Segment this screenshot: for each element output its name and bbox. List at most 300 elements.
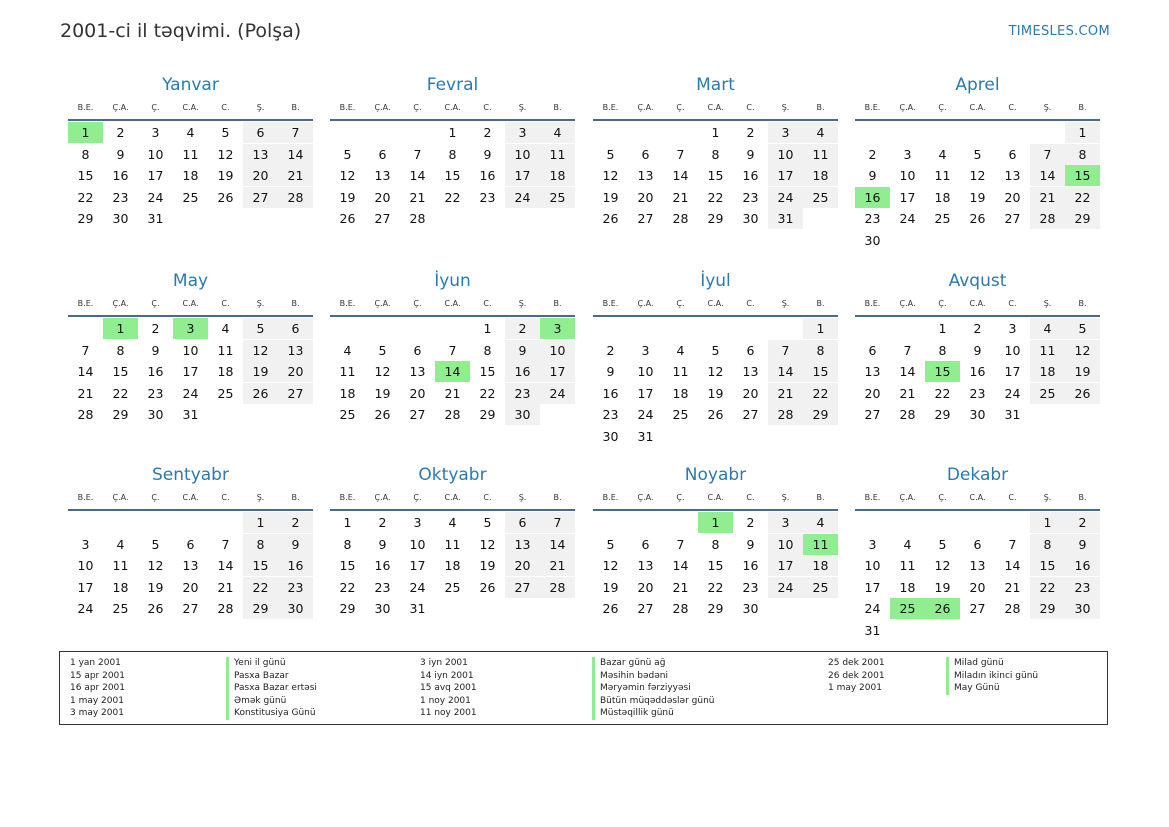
day-cell: 2 [746,125,755,140]
legend-dates [70,657,125,720]
day-cell: 18 [540,165,575,186]
weekday-label: C.A. [707,103,724,112]
day-cell: 12 [479,536,496,552]
day-cell: 4 [540,122,575,143]
day-cell: 16 [112,168,129,184]
day-cell: 22 [1030,577,1065,598]
day-cell: 2 [606,342,615,358]
day-cell: 5 [606,146,615,162]
day-cell: 7 [448,342,457,358]
day-cell: 22 [803,383,838,404]
day-cell: 20 [505,555,540,576]
day-cell: 13 [864,364,881,380]
day-cell: 8 [803,340,838,361]
day-cell: 2 [116,125,125,140]
day-grid [855,512,1100,644]
day-cell: 29 [707,211,724,227]
day-cell: 10 [768,534,803,555]
day-cell: 12 [147,558,164,574]
day-cell: 7 [413,146,422,162]
day-cell: 14 [217,558,234,574]
weekday-header [68,297,313,317]
legend-date: 3 iyn 2001 [420,658,468,668]
legend-holiday-name: Pasxa Bazar [226,670,317,683]
day-cell: 8 [711,146,720,162]
day-cell: 12 [602,168,619,184]
holiday-day: 26 [925,598,960,619]
day-cell: 3 [868,536,877,552]
month-1 [68,74,313,254]
legend-names [946,657,1038,695]
day-cell: 2 [378,515,387,530]
day-cell: 12 [934,558,951,574]
day-cell: 4 [903,536,912,552]
day-cell: 1 [803,318,838,339]
weekday-header [593,297,838,317]
weekday-label: Ş. [781,493,790,502]
day-cell: 27 [637,601,654,617]
day-cell: 29 [77,211,94,227]
page-title: 2001-ci il təqvimi. (Polşa) [60,20,302,42]
day-cell: 20 [374,189,391,205]
month-12 [855,464,1100,644]
legend-names [592,657,714,720]
day-cell: 2 [746,515,755,530]
day-cell: 16 [1065,555,1100,576]
day-cell: 6 [186,536,195,552]
day-cell: 11 [217,342,234,358]
weekday-label: Ç.A. [637,103,654,112]
day-cell: 10 [409,536,426,552]
day-cell: 13 [637,558,654,574]
weekday-label: C. [746,103,755,112]
day-cell: 19 [602,579,619,595]
day-cell: 8 [81,146,90,162]
day-cell: 14 [409,168,426,184]
day-cell: 25 [339,407,356,423]
day-cell: 23 [602,407,619,423]
day-cell: 9 [746,146,755,162]
legend-date: 1 yan 2001 [70,658,121,668]
day-cell: 29 [112,407,129,423]
day-cell: 29 [803,404,838,425]
day-cell: 20 [742,385,759,401]
weekday-label: C. [221,493,230,502]
day-cell: 19 [707,385,724,401]
brand-link[interactable]: TIMESLES.COM [1008,24,1110,39]
day-cell: 11 [672,364,689,380]
day-cell: 18 [339,385,356,401]
legend-dates [420,657,477,720]
day-cell: 16 [742,168,759,184]
day-cell: 5 [243,318,278,339]
day-cell: 9 [116,146,125,162]
month-name: Sentyabr [152,465,229,485]
day-cell: 16 [479,168,496,184]
legend-date: 14 iyn 2001 [420,670,474,681]
day-cell: 29 [339,601,356,617]
weekday-label: Ç. [413,493,422,502]
weekday-label: B.E. [864,493,881,502]
day-cell: 22 [444,189,461,205]
day-cell: 26 [479,579,496,595]
day-cell: 17 [637,385,654,401]
day-cell: 9 [151,342,160,358]
day-cell: 20 [637,189,654,205]
day-cell: 10 [637,364,654,380]
day-cell: 25 [803,577,838,598]
day-cell: 24 [899,211,916,227]
day-cell: 26 [602,601,619,617]
day-cell: 26 [969,211,986,227]
day-cell: 14 [1030,165,1065,186]
day-cell: 1 [938,321,947,336]
weekday-header [330,491,575,511]
day-cell: 30 [864,233,881,248]
day-cell: 3 [641,342,650,358]
weekday-label: B.E. [602,493,619,502]
weekday-label: Ç. [938,493,947,502]
weekday-label: C.A. [969,299,986,308]
weekday-label: C. [1008,299,1017,308]
day-cell: 23 [1065,577,1100,598]
day-cell: 5 [378,342,387,358]
day-cell: 12 [602,558,619,574]
holiday-day: 3 [173,318,208,339]
day-cell: 31 [1004,407,1021,423]
day-cell: 18 [217,364,234,380]
day-cell: 25 [217,385,234,401]
day-cell: 30 [969,407,986,423]
weekday-label: C.A. [444,103,461,112]
weekday-label: B. [816,493,825,502]
day-cell: 26 [243,383,278,404]
legend-holiday-name: Məryəmin fərziyyəsi [592,682,714,695]
day-cell: 8 [1065,144,1100,165]
weekday-label: Ç.A. [637,299,654,308]
legend-holiday-name: Bütün müqəddəslər günü [592,695,714,708]
day-cell: 4 [938,146,947,162]
day-cell: 24 [409,579,426,595]
day-cell: 25 [540,187,575,208]
day-cell: 7 [903,342,912,358]
weekday-label: B. [1078,493,1087,502]
day-cell: 5 [711,342,720,358]
day-cell: 20 [637,579,654,595]
day-cell: 27 [374,211,391,227]
weekday-label: Ç.A. [112,299,129,308]
day-cell: 1 [243,512,278,533]
legend-date: 15 avq 2001 [420,683,477,694]
day-cell: 18 [1030,361,1065,382]
day-cell: 31 [147,211,164,227]
day-cell: 26 [707,407,724,423]
day-cell: 1 [343,515,352,530]
weekday-label: Ç. [676,103,685,112]
weekday-label: Ç.A. [112,493,129,502]
weekday-label: Ç.A. [899,493,916,502]
day-cell: 21 [77,385,94,401]
day-cell: 27 [969,601,986,617]
day-cell: 24 [1004,385,1021,401]
weekday-label: Ç. [676,299,685,308]
day-cell: 21 [768,383,803,404]
weekday-label: C.A. [707,493,724,502]
day-cell: 21 [899,385,916,401]
day-grid [855,122,1100,254]
day-cell: 17 [864,579,881,595]
day-cell: 17 [768,555,803,576]
day-cell: 15 [479,364,496,380]
day-cell: 15 [243,555,278,576]
day-cell: 6 [973,536,982,552]
day-cell: 27 [1004,211,1021,227]
holiday-day: 25 [890,598,925,619]
day-cell: 23 [505,383,540,404]
day-cell: 11 [934,168,951,184]
day-cell: 28 [672,211,689,227]
day-cell: 17 [540,361,575,382]
weekday-label: B.E. [77,493,94,502]
legend-date: 1 may 2001 [70,695,124,706]
holiday-day: 1 [698,512,733,533]
weekday-label: Ş. [518,493,527,502]
day-cell: 10 [147,146,164,162]
day-cell: 8 [1030,534,1065,555]
day-cell: 18 [672,385,689,401]
day-cell: 28 [1030,208,1065,229]
weekday-label: Ç. [413,103,422,112]
day-cell: 9 [483,146,492,162]
day-cell: 29 [479,407,496,423]
day-cell: 6 [868,342,877,358]
day-cell: 8 [483,342,492,358]
day-cell: 18 [182,168,199,184]
day-cell: 15 [444,168,461,184]
day-cell: 14 [899,364,916,380]
day-cell: 6 [505,512,540,533]
weekday-label: C. [221,299,230,308]
day-cell: 16 [505,361,540,382]
day-cell: 10 [864,558,881,574]
day-cell: 24 [77,601,94,617]
month-2 [330,74,575,254]
day-cell: 5 [483,515,492,530]
day-cell: 28 [278,187,313,208]
day-cell: 28 [217,601,234,617]
day-cell: 25 [934,211,951,227]
day-cell: 27 [505,577,540,598]
day-cell: 17 [899,189,916,205]
legend-names [226,657,317,720]
day-cell: 4 [186,125,195,140]
day-cell: 13 [278,340,313,361]
weekday-label: C.A. [969,493,986,502]
legend-holiday-name: Məsihin bədəni [592,670,714,683]
day-cell: 12 [969,168,986,184]
weekday-label: Ç. [151,493,160,502]
day-cell: 8 [343,536,352,552]
month-name: Avqust [948,271,1007,291]
day-cell: 21 [672,189,689,205]
day-cell: 3 [1008,321,1017,336]
day-cell: 31 [409,601,426,617]
weekday-label: C. [483,493,492,502]
day-cell: 17 [1004,364,1021,380]
weekday-label: Ş. [781,299,790,308]
weekday-label: B.E. [602,299,619,308]
holiday-day: 15 [1065,165,1100,186]
day-cell: 15 [803,361,838,382]
weekday-header [68,491,313,511]
day-cell: 2 [483,125,492,140]
legend-holiday-name: Konstitusiya Günü [226,707,317,720]
weekday-label: B. [816,299,825,308]
day-cell: 6 [243,122,278,143]
holiday-legend [59,651,1108,725]
day-cell: 26 [339,211,356,227]
month-5 [68,270,313,450]
day-cell: 28 [409,211,426,227]
day-cell: 10 [505,144,540,165]
month-10 [330,464,575,644]
weekday-label: C.A. [444,299,461,308]
day-cell: 3 [903,146,912,162]
month-11 [593,464,838,644]
day-cell: 13 [243,144,278,165]
weekday-label: Ç. [413,299,422,308]
day-cell: 30 [505,404,540,425]
legend-holiday-name: Bazar günü ağ [592,657,714,670]
day-cell: 6 [641,146,650,162]
day-cell: 11 [540,144,575,165]
day-cell: 4 [676,342,685,358]
legend-holiday-name: Müstəqillik günü [592,707,714,720]
day-cell: 31 [768,208,803,229]
weekday-header [593,101,838,121]
day-cell: 7 [676,146,685,162]
day-cell: 20 [243,165,278,186]
day-cell: 30 [374,601,391,617]
day-cell: 24 [540,383,575,404]
day-cell: 25 [112,601,129,617]
legend-holiday-name: Yeni il günü [226,657,317,670]
weekday-label: Ç.A. [374,103,391,112]
weekday-label: C.A. [969,103,986,112]
day-cell: 22 [112,385,129,401]
weekday-label: C. [483,103,492,112]
legend-holiday-name: Miladın ikinci günü [946,670,1038,683]
month-6 [330,270,575,450]
month-name: Fevral [426,75,479,95]
day-grid [593,122,838,254]
day-cell: 6 [413,342,422,358]
legend-date: 1 may 2001 [828,683,882,694]
day-cell: 16 [742,558,759,574]
day-cell: 21 [672,579,689,595]
weekday-label: B. [291,493,300,502]
day-cell: 13 [505,534,540,555]
day-cell: 22 [707,189,724,205]
weekday-label: C.A. [182,493,199,502]
day-cell: 7 [1008,536,1017,552]
month-name: Oktyabr [418,465,487,485]
day-cell: 7 [81,342,90,358]
day-cell: 15 [339,558,356,574]
day-cell: 17 [147,168,164,184]
day-cell: 29 [1030,598,1065,619]
day-cell: 3 [151,125,160,140]
day-cell: 17 [409,558,426,574]
weekday-header [330,297,575,317]
day-cell: 6 [641,536,650,552]
legend-holiday-name: May Günü [946,682,1038,695]
day-cell: 11 [899,558,916,574]
weekday-label: C.A. [707,299,724,308]
day-cell: 13 [374,168,391,184]
month-name: May [172,271,209,291]
day-cell: 21 [278,165,313,186]
day-cell: 17 [768,165,803,186]
day-cell: 23 [147,385,164,401]
day-cell: 10 [540,340,575,361]
day-cell: 17 [182,364,199,380]
weekday-label: Ç.A. [637,493,654,502]
day-cell: 28 [672,601,689,617]
day-cell: 15 [707,558,724,574]
day-cell: 30 [112,211,129,227]
holiday-day: 11 [803,534,838,555]
day-cell: 18 [444,558,461,574]
day-grid [68,318,313,450]
day-cell: 28 [899,407,916,423]
legend-holiday-name: Əmək günü [226,695,317,708]
day-cell: 2 [868,146,877,162]
day-cell: 16 [602,385,619,401]
day-cell: 10 [768,144,803,165]
day-cell: 30 [278,598,313,619]
day-cell: 11 [339,364,356,380]
weekday-label: C.A. [182,103,199,112]
legend-date: 3 may 2001 [70,708,124,719]
day-cell: 19 [1065,361,1100,382]
day-cell: 11 [803,144,838,165]
day-cell: 7 [1030,144,1065,165]
day-grid [330,122,575,254]
weekday-label: C. [483,299,492,308]
day-cell: 2 [278,512,313,533]
weekday-label: C. [1008,103,1017,112]
day-cell: 12 [1065,340,1100,361]
holiday-day: 1 [68,122,103,143]
day-grid [68,512,313,644]
day-cell: 15 [707,168,724,184]
day-cell: 15 [112,364,129,380]
day-grid [593,512,838,644]
weekday-label: B. [816,103,825,112]
legend-holiday-name: Pasxa Bazar ertəsi [226,682,317,695]
day-cell: 18 [899,579,916,595]
day-cell: 9 [1065,534,1100,555]
weekday-header [593,491,838,511]
day-cell: 20 [182,579,199,595]
weekday-label: B. [291,103,300,112]
legend-dates [828,657,885,695]
day-cell: 3 [505,122,540,143]
day-cell: 18 [803,555,838,576]
day-cell: 14 [768,361,803,382]
day-cell: 30 [742,211,759,227]
